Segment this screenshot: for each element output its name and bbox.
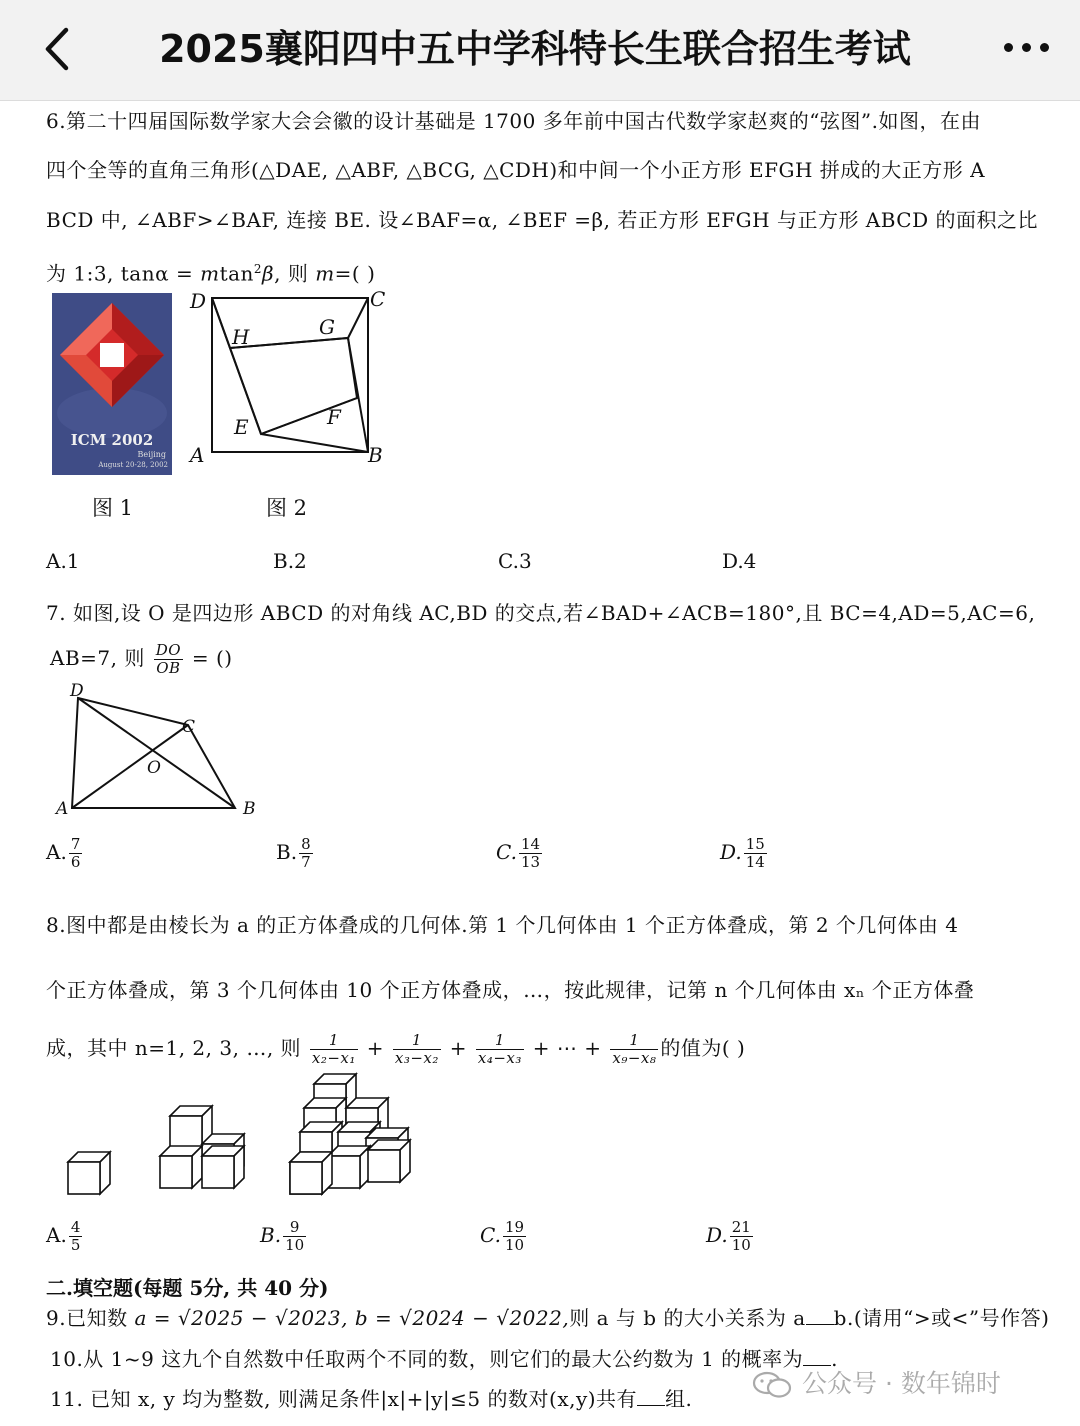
q8-option-a: A. $\frac{4}{5}$ <box>46 1218 81 1254</box>
q11-line: 11. 已知 x, y 均为整数, 则满足条件|x|+|y|≤5 的数对(x,y)共有 组. <box>50 1387 693 1411</box>
top-bar <box>0 0 1080 101</box>
label-D: D <box>190 289 207 313</box>
q10-line: 10.从 1~9 这九个自然数中任取两个不同的数，则它们的最大公约数为 1 的概率为 . <box>50 1347 839 1371</box>
label-C: C <box>370 287 386 311</box>
q9-line: 9.已知数 a = √2025 − √2023, b = √2024 − √2022,则 a 与 b 的大小关系为 a b.(请用“>或<”号作答) <box>46 1306 1050 1330</box>
q6-option-a: A.1 <box>46 549 80 573</box>
wechat-icon <box>752 1371 792 1399</box>
q10-answer-blank <box>803 1347 831 1366</box>
section-heading: 二.填空题(每题 5分, 共 40 分) <box>46 1276 329 1300</box>
figure-1-caption: 图 1 <box>92 496 134 520</box>
label-O: O <box>147 758 161 778</box>
q8-line-2: 个正方体叠成，第 3 个几何体由 10 个正方体叠成，…，按此规律，记第 n 个几何体由 xₙ 个正方体叠 <box>46 978 975 1002</box>
label-A: A <box>56 799 69 819</box>
logo-city: Beijing <box>137 450 166 459</box>
logo-title: ICM 2002 <box>70 431 154 449</box>
q8-option-c: C. $\frac{19}{10}$ <box>480 1218 525 1254</box>
q8-line-3: 成，其中 n=1, 2, 3, …, 则 $\frac{1}{\text{x₂−x₁}}$ + $\frac{1}{\text{x₃−x₂}}$ + $\frac{1}{\text{x₄−x₃}}$ + ⋯ + $\frac{1}{\text{x₉−x₈}}$ 的值为( ) <box>46 1031 746 1067</box>
cube-stacks-figure <box>60 1070 420 1200</box>
q8-line-1: 8.图中都是由棱长为 a 的正方体叠成的几何体.第 1 个几何体由 1 个正方体叠成，第 2 个几何体由 4 <box>46 913 959 937</box>
q7-option-b: B. $\frac{8}{7}$ <box>276 835 311 871</box>
q6-line-3: BCD 中, ∠ABF>∠BAF, 连接 BE. 设∠BAF=α, ∠BEF =β, 若正方形 EFGH 与正方形 ABCD 的面积之比 <box>46 208 1039 232</box>
q9-answer-blank <box>806 1306 834 1325</box>
q8-option-b: B. $\frac{9}{10}$ <box>260 1218 305 1254</box>
q11-answer-blank <box>637 1387 665 1406</box>
q7-line-2: AB=7, 则 $\frac{DO}{OB}$ = () <box>50 641 233 677</box>
watermark-text: 公众号 · 数年锦时 <box>802 1369 1001 1398</box>
label-G: G <box>319 315 335 339</box>
ellipsis-icon <box>1004 43 1013 52</box>
q7-option-a: A. $\frac{7}{6}$ <box>46 835 81 871</box>
label-B: B <box>243 799 256 819</box>
label-A: A <box>190 443 205 467</box>
q6-option-c: C.3 <box>498 549 532 573</box>
label-H: H <box>232 325 250 349</box>
more-button[interactable] <box>1000 38 1056 58</box>
q6-option-b: B.2 <box>273 549 307 573</box>
q7-option-d: D. $\frac{15}{14}$ <box>720 835 765 871</box>
q8-option-d: D. $\frac{21}{10}$ <box>706 1218 751 1254</box>
label-B: B <box>368 443 383 467</box>
figure-2-diagram <box>186 286 396 472</box>
page-title: 2025襄阳四中五中学科特长生联合招生考试 <box>159 27 911 71</box>
q6-option-d: D.4 <box>722 549 757 573</box>
logo-date: August 20-28, 2002 <box>98 461 168 469</box>
figure-2-caption: 图 2 <box>266 496 308 520</box>
chevron-left-icon <box>38 24 78 74</box>
q6-line-1: 6.第二十四届国际数学家大会会徽的设计基础是 1700 多年前中国古代数学家赵爽的“弦图”.如图，在由 <box>46 109 982 133</box>
q7-fraction: $\frac{DO}{OB}$ <box>155 641 182 677</box>
icm-2002-logo <box>52 293 172 475</box>
label-D: D <box>70 681 84 701</box>
back-button[interactable] <box>38 24 78 74</box>
q7-option-c: C. $\frac{14}{13}$ <box>496 835 541 871</box>
q6-line-4: 为 1:3, tanα = mtan$^2$β, 则 m=( ) <box>46 261 376 286</box>
q7-line-1: 7. 如图,设 O 是四边形 ABCD 的对角线 AC,BD 的交点,若∠BAD+∠ACB=180°,且 BC=4,AD=5,AC=6, <box>46 601 1036 625</box>
label-E: E <box>234 415 249 439</box>
label-C: C <box>182 717 196 737</box>
label-F: F <box>327 405 341 429</box>
watermark <box>752 1366 1052 1402</box>
q6-line-2: 四个全等的直角三角形(△DAE, △ABF, △BCG, △CDH)和中间一个小正方形 EFGH 拼成的大正方形 A <box>46 158 986 182</box>
q7-quadrilateral-figure <box>50 680 270 820</box>
